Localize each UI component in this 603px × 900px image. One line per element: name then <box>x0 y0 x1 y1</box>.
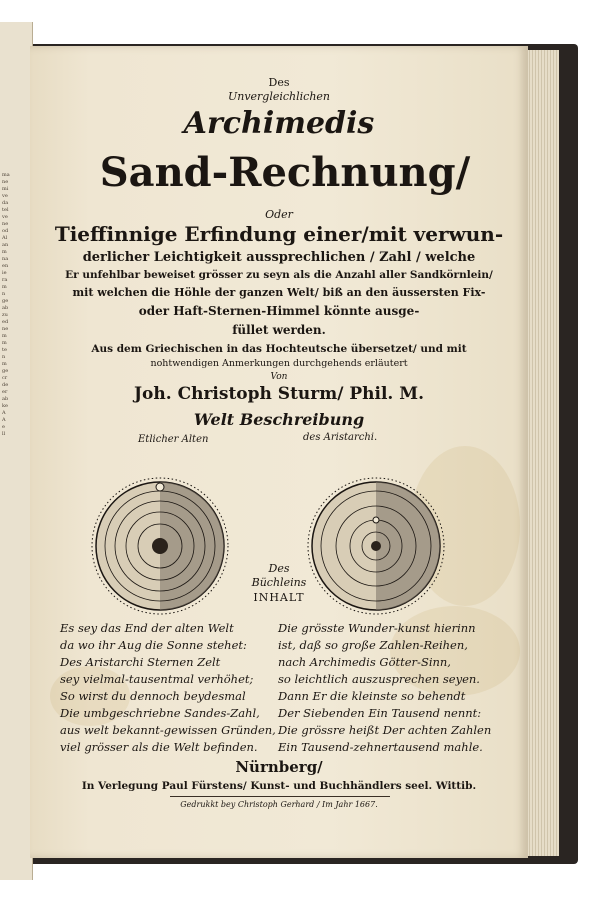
right-poem-line: Die grössre heißt Der achten Zahlen <box>278 723 492 737</box>
right-poem-line: ist, daß so große Zahlen-Reihen, <box>278 638 468 652</box>
divider-rule <box>170 796 390 797</box>
subtitle-line-6: füllet werden. <box>232 323 326 337</box>
subtitle-line-5: oder Haft-Sternen-Himmel könnte ausge- <box>138 304 420 318</box>
line-des: Des <box>268 76 290 89</box>
main-title: Sand-Rechnung/ <box>99 149 471 196</box>
translation-line-1: Aus dem Griechischen in das Hochteutsche übersetzet/ und mit <box>91 343 467 355</box>
right-poem-line: Dann Er die kleinste so behendt <box>278 689 466 703</box>
subtitle-line-2: derlicher Leichtigkeit aussprechlichen / Zahl / welche <box>82 250 476 265</box>
left-poem-line: aus welt bekannt-gewissen Gründen, <box>60 723 276 737</box>
right-poem-line: Ein Tausend-zehnertausend mahle. <box>278 740 483 754</box>
right-poem-line: Die grösste Wunder-kunst hierinn <box>278 621 476 635</box>
right-poem <box>278 620 491 756</box>
publisher: In Verlegung Paul Fürstens/ Kunst- und Buchhändlers seel. Wittib. <box>81 780 477 792</box>
left-poem-line: Die umbgeschriebne Sandes-Zahl, <box>60 706 260 720</box>
diagram-right-label: des Aristarchi. <box>303 432 378 443</box>
welt-beschreibung: Welt Beschreibung <box>193 410 365 429</box>
translation-line-2: nohtwendigen Anmerkungen durchgehends erläutert <box>150 358 408 369</box>
line-des-2: Des <box>268 562 290 575</box>
left-page-fragment <box>0 22 33 880</box>
left-poem <box>60 620 276 756</box>
line-oder: Oder <box>265 208 293 221</box>
right-poem-line: so leichtlich auszusprechen seyen. <box>278 672 480 686</box>
line-buechleins: Büchleins <box>251 576 307 589</box>
left-poem-line: da wo ihr Aug die Sonne stehet: <box>60 638 247 652</box>
diagram-left-label: Etlicher Alten <box>138 434 209 445</box>
right-poem-line: Der Siebenden Ein Tausend nennt: <box>278 706 482 720</box>
left-poem-line: Des Aristarchi Sternen Zelt <box>60 655 221 669</box>
author: Joh. Christoph Sturm/ Phil. M. <box>133 384 424 404</box>
left-page-text-fragment: ma ne mi ve da tel ve ne od Al an m na en ie ra m n ge ab zu ed ne m m te n m ge cr de er ab ke A A e ll <box>2 172 10 437</box>
subtitle-line-4: mit welchen die Höhle der ganzen Welt/ biß an den äussersten Fix- <box>72 286 486 299</box>
line-archimedis: Archimedis <box>183 106 375 141</box>
printer: Gedrukkt bey Christoph Gerhard / Im Jahr 1667. <box>180 800 378 809</box>
line-von: Von <box>270 372 288 382</box>
line-unvergleichlichen: Unvergleichlichen <box>227 90 331 103</box>
place: Nürnberg/ <box>235 758 323 776</box>
subtitle-line-3: Er unfehlbar beweiset grösser zu seyn als die Anzahl aller Sandkörnlein/ <box>65 269 493 281</box>
title-page <box>30 46 528 858</box>
right-poem-line: nach Archimedis Götter-Sinn, <box>278 655 451 669</box>
line-inhalt: INHALT <box>253 591 305 604</box>
left-poem-line: viel grösser als die Welt befinden. <box>60 740 258 754</box>
left-poem-line: So wirst du dennoch beydesmal <box>60 689 246 703</box>
left-poem-line: Es sey das End der alten Welt <box>60 621 234 635</box>
left-poem-line: sey vielmal-tausentmal verhöhet; <box>60 672 254 686</box>
subtitle-line-1: Tieffinnige Erfindung einer/mit verwun- <box>54 222 504 246</box>
